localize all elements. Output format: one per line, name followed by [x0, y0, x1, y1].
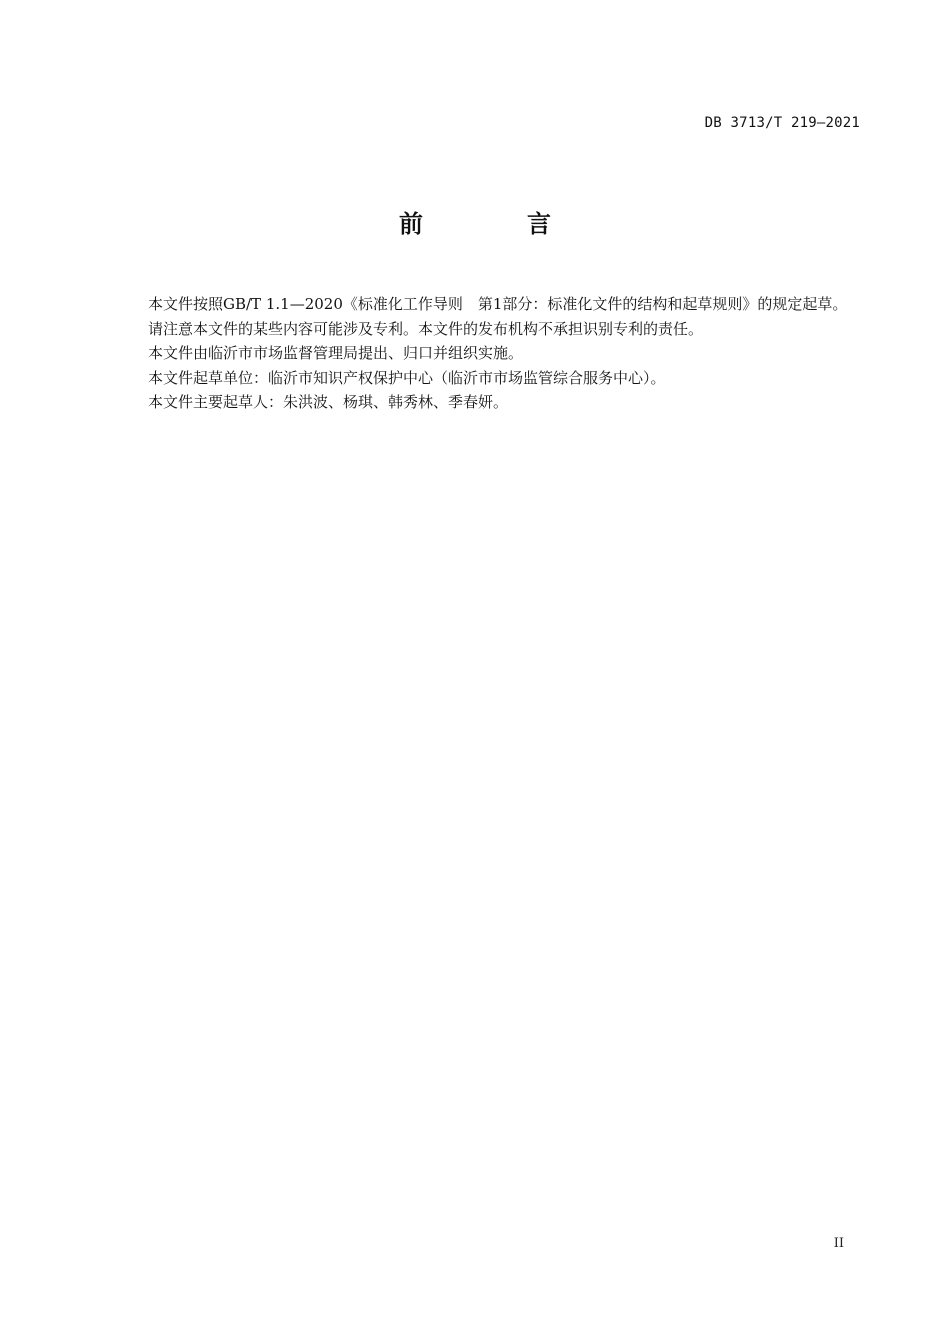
paragraph-drafters: 本文件主要起草人：朱洪波、杨琪、韩秀林、季春妍。: [148, 393, 509, 411]
paragraph-drafting-basis: 本文件按照GB/T 1.1—2020《标准化工作导则 第1部分：标准化文件的结构和起草规则》的规定起草。: [148, 295, 848, 313]
paragraph-patent-notice: 请注意本文件的某些内容可能涉及专利。本文件的发布机构不承担识别专利的责任。: [148, 319, 704, 338]
document-code: DB 3713/T 219—2021: [704, 115, 860, 131]
page-number: II: [833, 1236, 844, 1251]
foreword-body: [113, 292, 861, 415]
page-title: 前 言: [399, 210, 591, 238]
paragraph-proposer: 本文件由临沂市市场监督管理局提出、归口并组织实施。: [148, 344, 524, 362]
paragraph-drafting-unit: 本文件起草单位：临沂市知识产权保护中心（临沂市市场监管综合服务中心）。: [148, 368, 666, 387]
